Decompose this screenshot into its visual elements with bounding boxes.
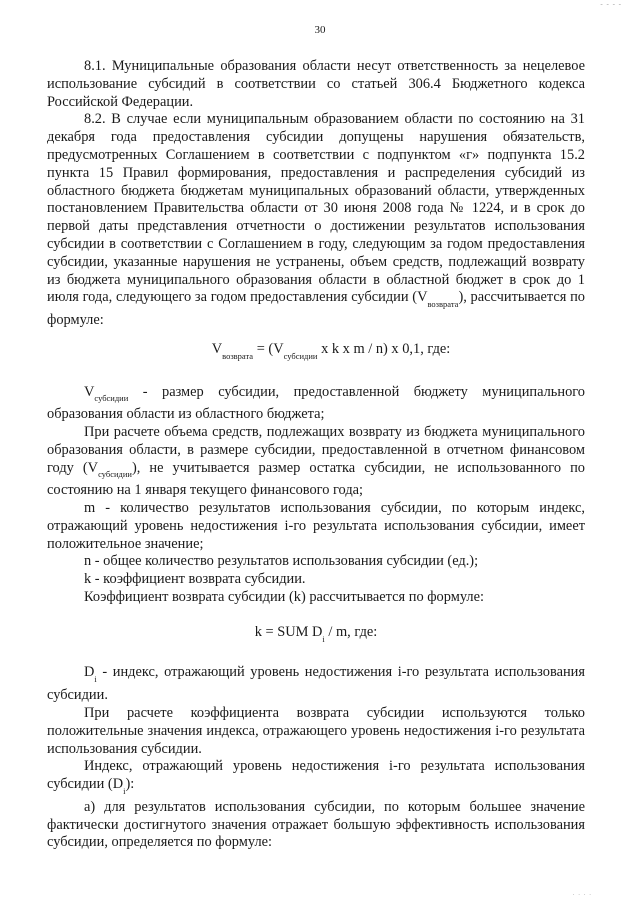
paragraph-8-2 bbox=[47, 111, 585, 329]
page-number: 30 bbox=[314, 24, 326, 36]
paragraph-8-2-text: 8.2. В случае если муниципальным образованием области по состоянию на 31 декабря года предоставления субсидии допущены нарушения обязательств, предусмотренных Соглашением в соответствии с подпунктом «г» подпункта 15.2 пункта 15 Правил формирования, предоставления и распределения субсидий из областного бюджета бюджетам муниципальных образований области, утвержденных постановлением Правительства области от 30 июня 2008 года № 1224, и в срок до первой даты представления отчетности о достижении результатов использования субсидии в соответствии с Соглашением в году, следующим за годом предоставления субсидии, указанные нарушения не устранены, объем средств, подлежащий возврату из бюджета муниципального образования области в областной бюджет в срок до 1 июля года, следующего за годом предоставления субсидии (V bbox=[47, 111, 585, 306]
paragraph-positive-values: При расчете коэффициента возврата субсидии используются только положительные значения индекса, отражающего уровень недостижения i-го результата использования субсидии. bbox=[47, 704, 585, 757]
scan-corner-mark: - - - - bbox=[600, 0, 622, 8]
paragraph-index-intro: Индекс, отражающий уровень недостижения i-го результата использования субсидии $(D_i)$: bbox=[47, 758, 585, 797]
paragraph-calculation-note: При расчете объема средств, подлежащих возврату из бюджета муниципального образования области, в размере субсидии, предоставленной в отчетном финансовом году $(V_{субсидии})$, не учитывается размер остатка субсидии, не использованного по состоянию на 1 января текущего финансового года; bbox=[47, 423, 585, 499]
paragraph-item-a: а) для результатов использования субсидии, по которым большее значение фактически достигнутого значения отражает большую эффективность использования субсидии, определяется по формуле: bbox=[47, 798, 585, 851]
definition-m: m - количество результатов использования субсидии, по которым индекс, отражающий уровень недостижения i-го результата использования субсидии, имеет положительное значение; bbox=[47, 500, 585, 552]
subscript-return: возврата bbox=[427, 299, 459, 310]
definition-k: k - коэффициент возврата субсидии. bbox=[84, 571, 306, 588]
document-body bbox=[47, 58, 585, 852]
formula-return-coefficient: k = SUM $D_i$ / m, где: bbox=[254, 623, 378, 644]
scan-bottom-mark: . . . . bbox=[572, 889, 592, 897]
paragraph-k-formula-intro: Коэффициент возврата субсидии (k) рассчитывается по формуле: bbox=[84, 589, 484, 606]
definition-di: $D_i$ - индекс, отражающий уровень недостижения i-го результата использования субсидии. bbox=[47, 664, 585, 704]
paragraph-8-2-tail: ), рассчитывается по формуле: bbox=[47, 289, 585, 329]
definition-v-subsidy: $V_{субсидии}$ - размер субсидии, предоставленной бюджету муниципального образования области из областного бюджета; bbox=[47, 383, 585, 423]
formula-return-amount: $V_{возврата} = (V_{субсидии}$ x k x m / n) x 0,1, где: bbox=[211, 340, 451, 361]
definition-n: n - общее количество результатов использования субсидии (ед.); bbox=[84, 553, 479, 570]
paragraph-8-1: 8.1. Муниципальные образования области несут ответственность за нецелевое использование субсидий в соответствии со статьей 306.4 Бюджетного кодекса Российской Федерации. bbox=[47, 58, 585, 110]
